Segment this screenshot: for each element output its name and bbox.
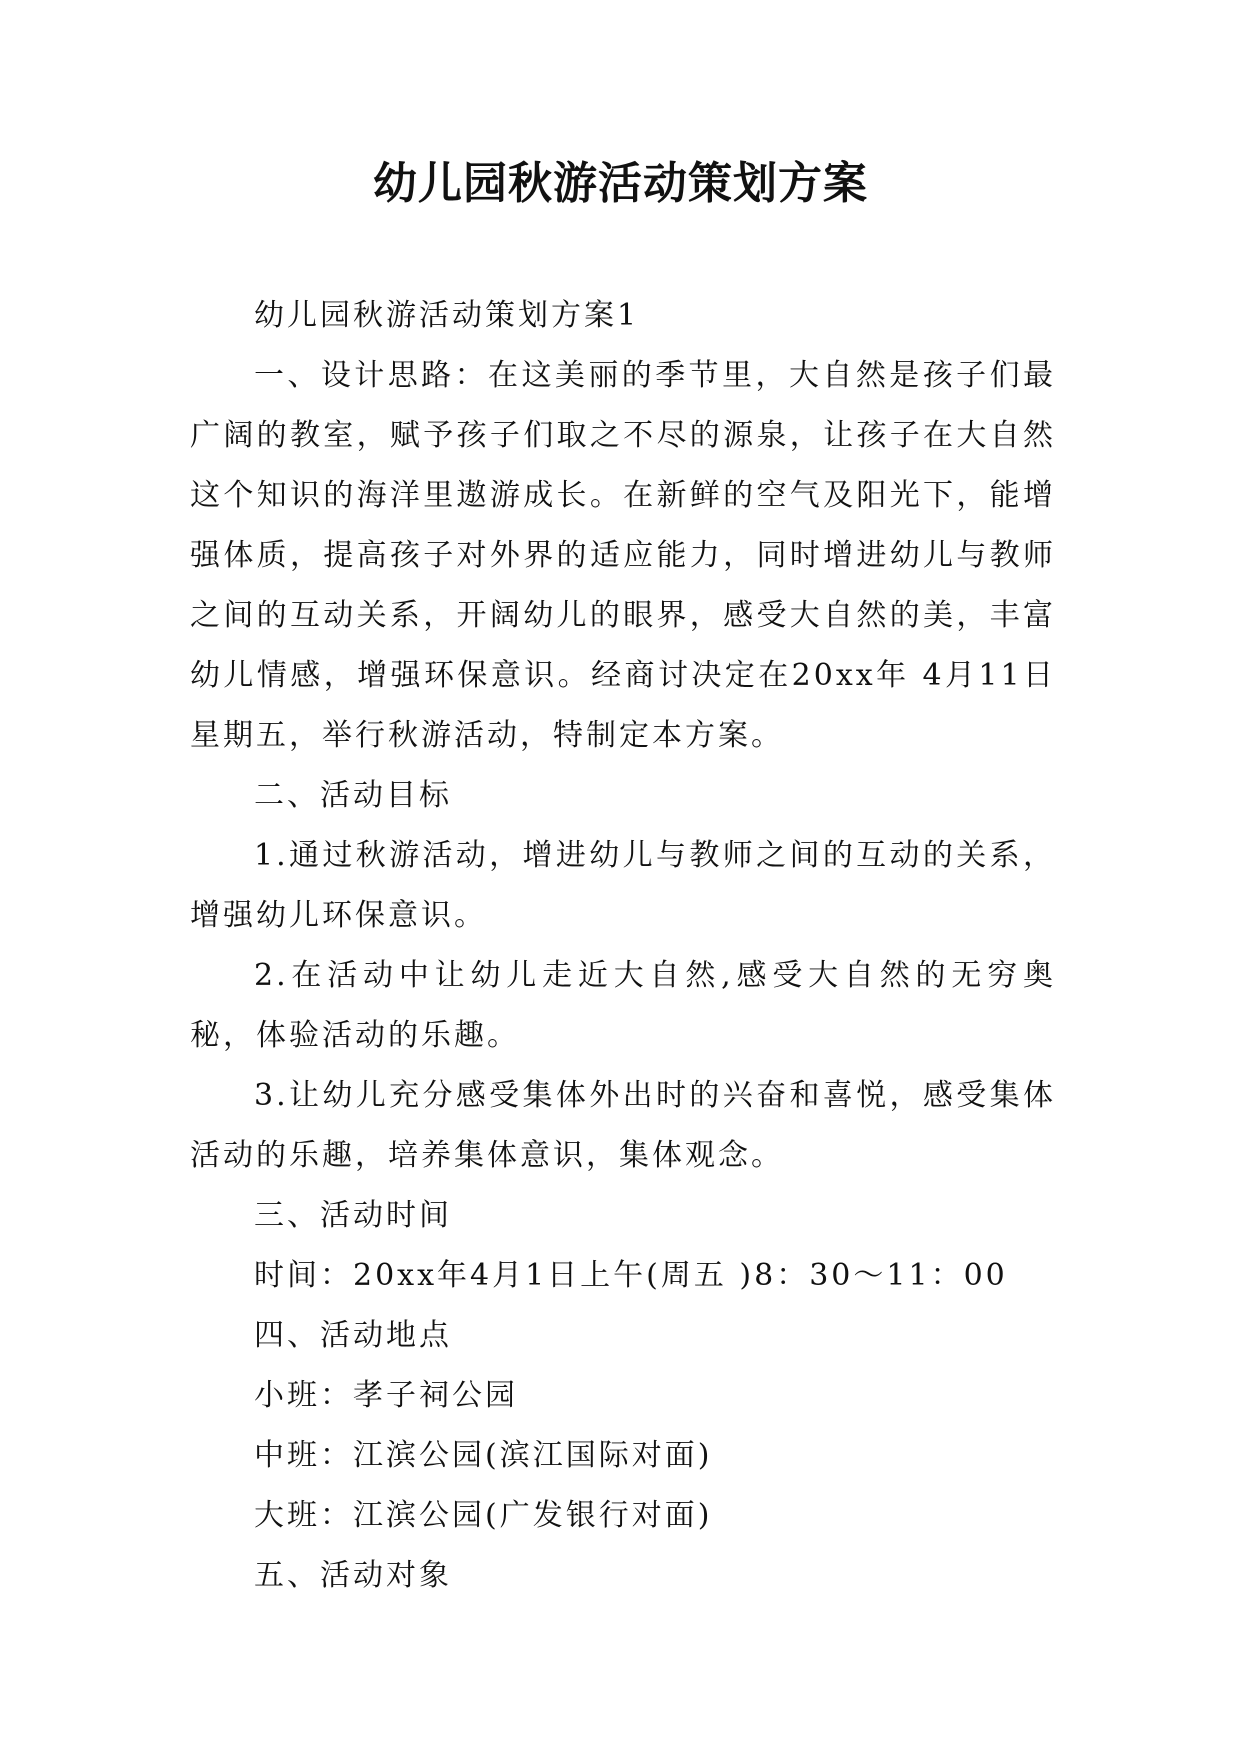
section-heading-location: 四、活动地点 [254, 1318, 452, 1353]
section-heading-participants: 五、活动对象 [254, 1558, 452, 1593]
location-big-class: 大班：江滨公园(广发银行对面) [254, 1498, 713, 1533]
goal-item-2: 2.在活动中让幼儿走近大自然,感受大自然的无穷奥秘，体验活动的乐趣。 [190, 958, 1056, 1053]
location-middle-class: 中班：江滨公园(滨江国际对面) [254, 1438, 713, 1473]
goal-item-3: 3.让幼儿充分感受集体外出时的兴奋和喜悦，感受集体活动的乐趣，培养集体意识，集体观念。 [190, 1078, 1056, 1173]
activity-time: 时间：20xx年4月1日上午(周五 )8：30～11：00 [254, 1258, 1008, 1293]
section-heading-time: 三、活动时间 [254, 1198, 452, 1233]
document-body [190, 286, 1056, 1606]
location-small-class: 小班：孝子祠公园 [254, 1378, 518, 1413]
goal-item-1: 1.通过秋游活动，增进幼儿与教师之间的互动的关系，增强幼儿环保意识。 [190, 838, 1056, 933]
paragraph-design-idea: 一、设计思路：在这美丽的季节里，大自然是孩子们最广阔的教室，赋予孩子们取之不尽的源泉，让孩子在大自然这个知识的海洋里遨游成长。在新鲜的空气及阳光下，能增强体质，提高孩子对外界的适应能力，同时增进幼儿与教师之间的互动关系，开阔幼儿的眼界，感受大自然的美，丰富幼儿情感，增强环保意识。经商讨决定在20xx年 4月11日星期五，举行秋游活动，特制定本方案。 [190, 358, 1056, 753]
section-heading-plan-1: 幼儿园秋游活动策划方案1 [254, 298, 640, 333]
section-heading-goals: 二、活动目标 [254, 778, 452, 813]
document-title: 幼儿园秋游活动策划方案 [373, 158, 868, 209]
